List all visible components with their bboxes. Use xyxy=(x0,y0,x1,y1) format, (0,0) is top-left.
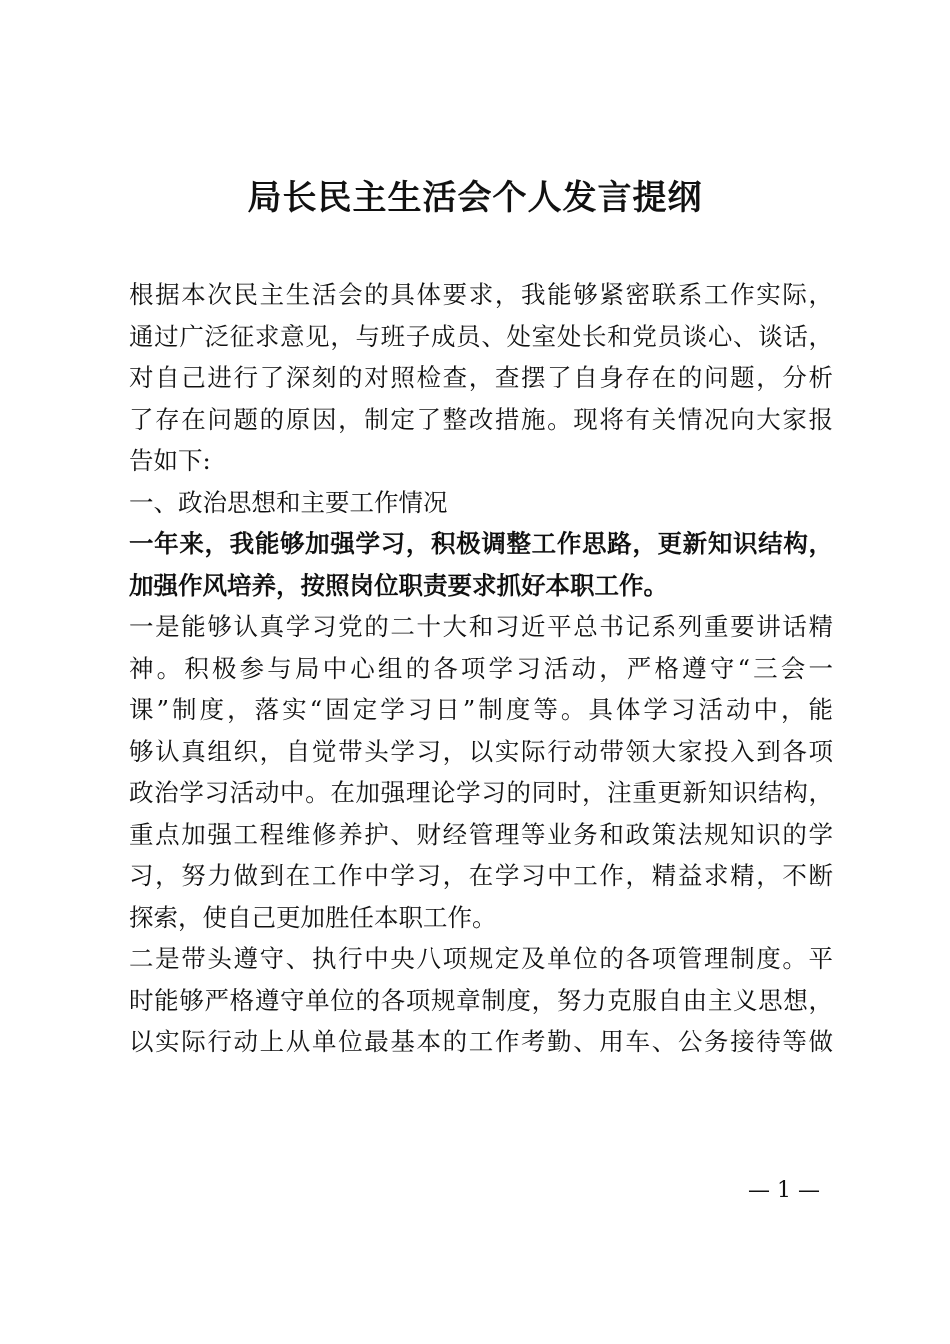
body-line: 政治学习活动中。在加强理论学习的同时，注重更新知识结构， xyxy=(129,778,833,807)
body-line: 以实际行动上从单位最基本的工作考勤、用车、公务接待等做 xyxy=(129,1027,833,1056)
body-line: 对自己进行了深刻的对照检查，查摆了自身存在的问题，分析 xyxy=(129,363,833,392)
body-line: 一是能够认真学习党的二十大和习近平总书记系列重要讲话精 xyxy=(129,612,833,641)
body-line: 课”制度，落实“固定学习日”制度等。具体学习活动中，能 xyxy=(129,695,833,724)
document-body xyxy=(129,274,833,1063)
bold-summary-line: 加强作风培养，按照岗位职责要求抓好本职工作。 xyxy=(129,570,668,600)
section-heading: 一、政治思想和主要工作情况 xyxy=(129,487,448,517)
body-line: 根据本次民主生活会的具体要求，我能够紧密联系工作实际， xyxy=(129,280,833,309)
body-line: 告如下: xyxy=(129,446,211,475)
body-line: 重点加强工程维修养护、财经管理等业务和政策法规知识的学 xyxy=(129,819,833,849)
body-line: 二是带头遵守、执行中央八项规定及单位的各项管理制度。平 xyxy=(129,944,833,973)
page-title: 局长民主生活会个人发言提纲 xyxy=(247,178,703,218)
body-line: 够认真组织，自觉带头学习，以实际行动带领大家投入到各项 xyxy=(129,736,833,766)
body-line: 习，努力做到在工作中学习，在学习中工作，精益求精，不断 xyxy=(129,861,833,890)
body-line: 了存在问题的原因，制定了整改措施。现将有关情况向大家报 xyxy=(129,404,833,434)
body-line: 神。积极参与局中心组的各项学习活动，严格遵守“三会一 xyxy=(129,653,833,683)
body-line: 时能够严格遵守单位的各项规章制度，努力克服自由主义思想， xyxy=(129,985,833,1015)
body-line: 探索，使自己更加胜任本职工作。 xyxy=(129,902,497,932)
page-number: — 1 — xyxy=(748,1178,820,1203)
body-line: 通过广泛征求意见，与班子成员、处室处长和党员谈心、谈话， xyxy=(129,321,833,351)
bold-summary-line: 一年来，我能够加强学习，积极调整工作思路，更新知识结构， xyxy=(129,529,833,558)
